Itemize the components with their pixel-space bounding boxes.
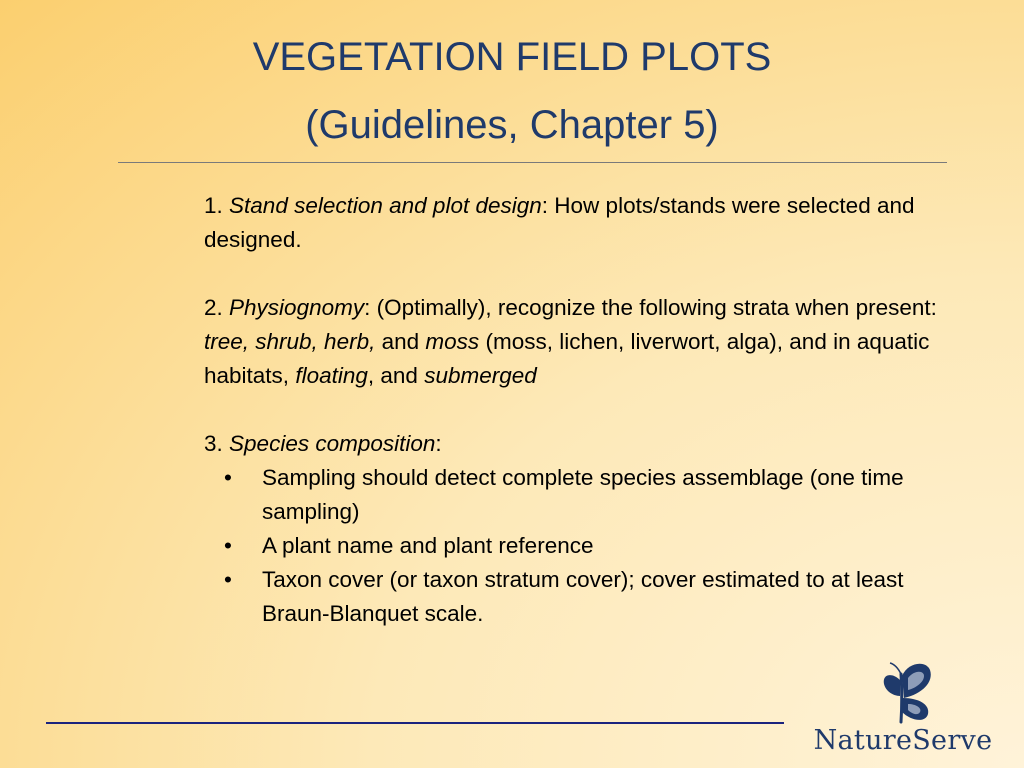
item-number: 2. xyxy=(204,295,223,320)
strata-emphasis: moss xyxy=(425,329,480,354)
logo-text: NatureServe xyxy=(813,725,993,756)
species-bullet-list xyxy=(204,461,964,631)
item-number: 1. xyxy=(204,193,223,218)
item-heading: Physiognomy xyxy=(229,295,365,320)
slide-body xyxy=(204,189,964,631)
item-species-composition xyxy=(204,427,964,461)
item-physiognomy xyxy=(204,291,964,393)
item-stand-selection xyxy=(204,189,964,257)
list-item: • Taxon cover (or taxon stratum cover); cover estimated to at least Braun-Blanquet scale. xyxy=(204,563,964,631)
list-item: • A plant name and plant reference xyxy=(204,529,964,563)
item-heading: Stand selection and plot design xyxy=(229,193,542,218)
bullet-glyph: • xyxy=(224,533,232,558)
item-text: , and xyxy=(367,363,418,388)
item-text: and xyxy=(381,329,420,354)
bullet-glyph: • xyxy=(224,465,232,490)
bullet-glyph: • xyxy=(224,567,232,592)
list-item: • Sampling should detect complete species assemblage (one time sampling) xyxy=(204,461,964,529)
item-text: How plots/stands were selected and designed. xyxy=(204,193,915,252)
slide-title: VEGETATION FIELD PLOTS xyxy=(252,35,772,79)
slide-subtitle: (Guidelines, Chapter 5) xyxy=(305,103,719,147)
footer-divider xyxy=(46,722,784,724)
item-number: 3. xyxy=(204,431,223,456)
item-separator: : xyxy=(435,431,442,456)
item-separator: : xyxy=(541,193,549,218)
butterfly-icon xyxy=(868,660,938,726)
item-text: : (Optimally), recognize the following strata when present: xyxy=(364,295,937,320)
strata-emphasis: tree, shrub, herb, xyxy=(204,329,376,354)
natureserve-logo xyxy=(808,660,998,760)
item-text: (moss, lichen, liverwort, alga), and in aquatic habitats, xyxy=(204,329,930,388)
title-divider xyxy=(118,162,947,163)
strata-emphasis: submerged xyxy=(424,363,537,388)
strata-emphasis: floating xyxy=(295,363,368,388)
item-heading: Species composition xyxy=(229,431,436,456)
